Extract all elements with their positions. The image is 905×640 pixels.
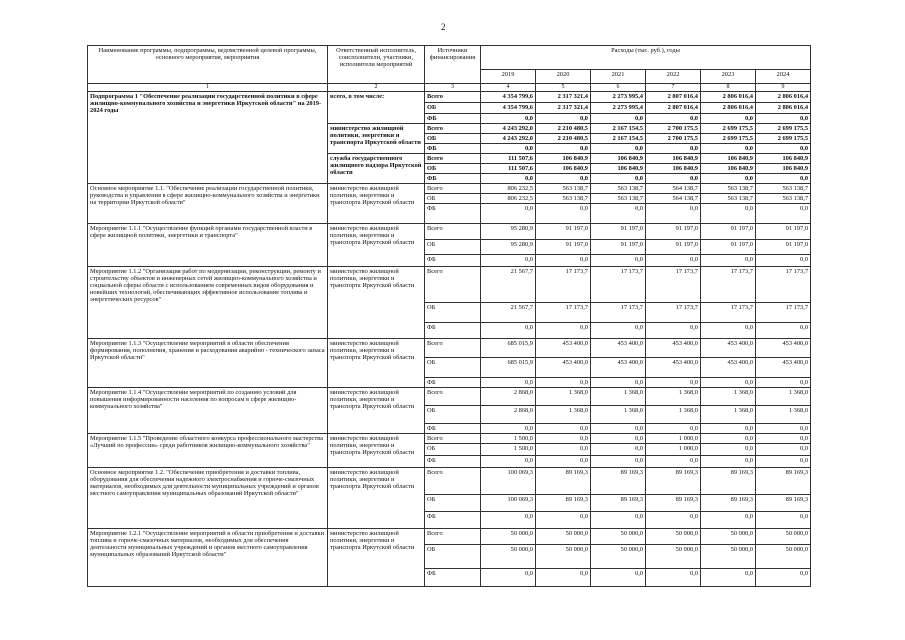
amount-cell: 106 840,9 bbox=[701, 164, 756, 174]
budget-table bbox=[87, 45, 811, 587]
amount-cell: 0,0 bbox=[591, 114, 646, 124]
amount-cell: 50 000,0 bbox=[591, 545, 646, 569]
table-row bbox=[88, 224, 811, 240]
amount-cell: 91 197,0 bbox=[756, 240, 811, 255]
amount-cell: 91 197,0 bbox=[536, 224, 591, 240]
source-cell: ФБ bbox=[425, 456, 481, 468]
amount-cell: 50 000,0 bbox=[756, 545, 811, 569]
amount-cell: 1 000,0 bbox=[646, 444, 701, 456]
amount-cell: 453 400,0 bbox=[591, 339, 646, 358]
program-name-cell: Основное мероприятие 1.2. "Обеспечение приобретения и доставки топлива, оборудования для обеспечения надежного электроснабжения и горюче-смазочных материалов, необходимых для деятельности муниципальных учреждений и органов местного самоуправления муниципальных образований Иркутской области" bbox=[88, 468, 328, 529]
amount-cell: 106 840,9 bbox=[646, 154, 701, 164]
amount-cell: 2 699 175,5 bbox=[756, 124, 811, 134]
amount-cell: 2 699 175,5 bbox=[701, 134, 756, 144]
amount-cell: 0,0 bbox=[701, 323, 756, 339]
amount-cell: 563 138,7 bbox=[591, 184, 646, 194]
executor-cell: министерство жилищной политики, энергетики и транспорта Иркутской области bbox=[328, 267, 425, 339]
amount-cell: 0,0 bbox=[481, 569, 536, 587]
amount-cell: 563 138,7 bbox=[756, 184, 811, 194]
source-cell: ОБ bbox=[425, 444, 481, 456]
source-cell: ОБ bbox=[425, 358, 481, 378]
amount-cell: 17 173,7 bbox=[646, 267, 701, 303]
amount-cell: 0,0 bbox=[701, 204, 756, 224]
amount-cell: 0,0 bbox=[536, 444, 591, 456]
amount-cell: 0,0 bbox=[646, 424, 701, 434]
amount-cell: 563 138,7 bbox=[701, 194, 756, 204]
program-name-cell: Мероприятие 1.1.2 "Организация работ по модернизации, реконструкции, ремонту и строительству объектов и инженерных сетей жилищно-коммунального хозяйства и социальной сферы области с использованием современных видов оборудования и новейших технологий, обеспечивающих эффективное использование топлива и энергетических ресурсов" bbox=[88, 267, 328, 339]
amount-cell: 50 000,0 bbox=[756, 529, 811, 545]
amount-cell: 50 000,0 bbox=[536, 545, 591, 569]
amount-cell: 50 000,0 bbox=[481, 529, 536, 545]
amount-cell: 2 699 175,5 bbox=[701, 124, 756, 134]
amount-cell: 0,0 bbox=[701, 512, 756, 529]
column-number: 5 bbox=[536, 84, 591, 92]
program-name-cell: Мероприятие 1.2.1 "Осуществление мероприятий в области приобретения и доставки топлива и горюче-смазочных материалов, необходимых для обеспечения деятельности муниципальных учреждений и органов местного самоуправления муниципальных образований Иркутской области" bbox=[88, 529, 328, 587]
amount-cell: 21 567,7 bbox=[481, 267, 536, 303]
source-cell: Всего bbox=[425, 468, 481, 495]
amount-cell: 2 807 016,4 bbox=[646, 103, 701, 114]
amount-cell: 111 507,6 bbox=[481, 164, 536, 174]
program-name-cell: Основное мероприятие 1.1. "Обеспечение реализации государственной политики, руководства и управления в сфере жилищно-коммунального хозяйства и энергетики на территории Иркутской области" bbox=[88, 184, 328, 224]
amount-cell: 0,0 bbox=[481, 255, 536, 267]
amount-cell: 17 173,7 bbox=[646, 303, 701, 323]
amount-cell: 1 368,0 bbox=[701, 388, 756, 406]
amount-cell: 0,0 bbox=[536, 174, 591, 184]
amount-cell: 0,0 bbox=[591, 569, 646, 587]
amount-cell: 91 197,0 bbox=[701, 240, 756, 255]
page-number: 2 bbox=[441, 22, 446, 32]
amount-cell: 2 699 175,5 bbox=[756, 134, 811, 144]
amount-cell: 106 840,9 bbox=[536, 164, 591, 174]
column-number: 3 bbox=[425, 84, 481, 92]
amount-cell: 0,0 bbox=[536, 424, 591, 434]
amount-cell: 17 173,7 bbox=[756, 267, 811, 303]
amount-cell: 453 400,0 bbox=[756, 339, 811, 358]
amount-cell: 806 232,5 bbox=[481, 184, 536, 194]
source-cell: Всего bbox=[425, 434, 481, 444]
amount-cell: 89 169,3 bbox=[756, 495, 811, 512]
amount-cell: 2 868,0 bbox=[481, 406, 536, 424]
amount-cell: 1 500,0 bbox=[481, 434, 536, 444]
column-number: 6 bbox=[591, 84, 646, 92]
amount-cell: 0,0 bbox=[646, 378, 701, 388]
amount-cell: 0,0 bbox=[536, 456, 591, 468]
amount-cell: 563 138,7 bbox=[701, 184, 756, 194]
amount-cell: 453 400,0 bbox=[756, 358, 811, 378]
amount-cell: 453 400,0 bbox=[646, 358, 701, 378]
amount-cell: 89 169,3 bbox=[646, 495, 701, 512]
amount-cell: 100 069,3 bbox=[481, 468, 536, 495]
header-year: 2024 bbox=[756, 70, 811, 84]
amount-cell: 17 173,7 bbox=[591, 303, 646, 323]
amount-cell: 0,0 bbox=[756, 174, 811, 184]
amount-cell: 17 173,7 bbox=[701, 267, 756, 303]
amount-cell: 4 354 799,6 bbox=[481, 103, 536, 114]
amount-cell: 1 500,0 bbox=[481, 444, 536, 456]
source-cell: Всего bbox=[425, 154, 481, 164]
amount-cell: 0,0 bbox=[756, 512, 811, 529]
amount-cell: 0,0 bbox=[591, 512, 646, 529]
source-cell: ОБ bbox=[425, 164, 481, 174]
source-cell: ОБ bbox=[425, 406, 481, 424]
amount-cell: 0,0 bbox=[701, 434, 756, 444]
source-cell: ФБ bbox=[425, 569, 481, 587]
amount-cell: 0,0 bbox=[481, 323, 536, 339]
amount-cell: 91 197,0 bbox=[646, 224, 701, 240]
amount-cell: 1 368,0 bbox=[591, 388, 646, 406]
amount-cell: 2 700 175,5 bbox=[646, 134, 701, 144]
amount-cell: 1 368,0 bbox=[756, 406, 811, 424]
amount-cell: 106 840,9 bbox=[591, 164, 646, 174]
executor-cell: министерство жилищной политики, энергетики и транспорта Иркутской области bbox=[328, 339, 425, 388]
amount-cell: 111 507,6 bbox=[481, 154, 536, 164]
amount-cell: 1 368,0 bbox=[646, 406, 701, 424]
amount-cell: 0,0 bbox=[536, 255, 591, 267]
source-cell: Всего bbox=[425, 124, 481, 134]
amount-cell: 563 138,7 bbox=[756, 194, 811, 204]
amount-cell: 563 138,7 bbox=[536, 194, 591, 204]
amount-cell: 0,0 bbox=[701, 424, 756, 434]
header-expenses: Расходы (тыс. руб.), годы bbox=[481, 46, 811, 70]
amount-cell: 95 280,9 bbox=[481, 224, 536, 240]
amount-cell: 0,0 bbox=[646, 569, 701, 587]
amount-cell: 0,0 bbox=[481, 174, 536, 184]
amount-cell: 17 173,7 bbox=[536, 267, 591, 303]
amount-cell: 0,0 bbox=[756, 444, 811, 456]
amount-cell: 1 000,0 bbox=[646, 434, 701, 444]
table-row bbox=[88, 92, 811, 103]
amount-cell: 0,0 bbox=[536, 569, 591, 587]
header-year: 2022 bbox=[646, 70, 701, 84]
amount-cell: 0,0 bbox=[701, 444, 756, 456]
amount-cell: 0,0 bbox=[646, 144, 701, 154]
amount-cell: 564 138,7 bbox=[646, 194, 701, 204]
amount-cell: 0,0 bbox=[756, 114, 811, 124]
amount-cell: 50 000,0 bbox=[481, 545, 536, 569]
amount-cell: 100 069,3 bbox=[481, 495, 536, 512]
executor-cell: всего, в том числе: bbox=[328, 92, 425, 124]
amount-cell: 1 368,0 bbox=[756, 388, 811, 406]
source-cell: Всего bbox=[425, 92, 481, 103]
executor-cell: служба государственного жилищного надзора Иркутской области bbox=[328, 154, 425, 184]
amount-cell: 0,0 bbox=[756, 204, 811, 224]
amount-cell: 17 173,7 bbox=[756, 303, 811, 323]
executor-cell: министерство жилищной политики, энергетики и транспорта Иркутской области bbox=[328, 224, 425, 267]
source-cell: Всего bbox=[425, 224, 481, 240]
amount-cell: 0,0 bbox=[646, 323, 701, 339]
amount-cell: 0,0 bbox=[646, 114, 701, 124]
amount-cell: 91 197,0 bbox=[756, 224, 811, 240]
amount-cell: 17 173,7 bbox=[536, 303, 591, 323]
amount-cell: 0,0 bbox=[756, 144, 811, 154]
column-number: 9 bbox=[756, 84, 811, 92]
table-row bbox=[88, 184, 811, 194]
amount-cell: 4 354 799,6 bbox=[481, 92, 536, 103]
amount-cell: 0,0 bbox=[591, 424, 646, 434]
amount-cell: 89 169,3 bbox=[701, 495, 756, 512]
source-cell: ФБ bbox=[425, 323, 481, 339]
amount-cell: 0,0 bbox=[756, 323, 811, 339]
amount-cell: 0,0 bbox=[646, 255, 701, 267]
table-row bbox=[88, 388, 811, 406]
amount-cell: 2 167 154,5 bbox=[591, 124, 646, 134]
amount-cell: 106 840,9 bbox=[701, 154, 756, 164]
source-cell: ФБ bbox=[425, 378, 481, 388]
amount-cell: 564 138,7 bbox=[646, 184, 701, 194]
amount-cell: 0,0 bbox=[591, 323, 646, 339]
column-number: 4 bbox=[481, 84, 536, 92]
amount-cell: 453 400,0 bbox=[536, 358, 591, 378]
amount-cell: 2 806 016,4 bbox=[701, 92, 756, 103]
amount-cell: 2 868,0 bbox=[481, 388, 536, 406]
header-responsible: Ответственный исполнитель, соисполнители, участники, исполнители мероприятий bbox=[328, 46, 425, 84]
amount-cell: 1 368,0 bbox=[701, 406, 756, 424]
amount-cell: 0,0 bbox=[591, 456, 646, 468]
executor-cell: министерство жилищной политики, энергетики и транспорта Иркутской области bbox=[328, 388, 425, 434]
amount-cell: 0,0 bbox=[591, 255, 646, 267]
source-cell: Всего bbox=[425, 388, 481, 406]
source-cell: ФБ bbox=[425, 144, 481, 154]
amount-cell: 0,0 bbox=[701, 378, 756, 388]
source-cell: ОБ bbox=[425, 194, 481, 204]
amount-cell: 2 317 321,4 bbox=[536, 103, 591, 114]
amount-cell: 17 173,7 bbox=[591, 267, 646, 303]
source-cell: Всего bbox=[425, 529, 481, 545]
header-year: 2020 bbox=[536, 70, 591, 84]
source-cell: ФБ bbox=[425, 512, 481, 529]
amount-cell: 2 273 995,4 bbox=[591, 103, 646, 114]
amount-cell: 89 169,3 bbox=[646, 468, 701, 495]
amount-cell: 0,0 bbox=[646, 174, 701, 184]
source-cell: ФБ bbox=[425, 204, 481, 224]
amount-cell: 0,0 bbox=[756, 255, 811, 267]
amount-cell: 21 567,7 bbox=[481, 303, 536, 323]
amount-cell: 0,0 bbox=[536, 434, 591, 444]
amount-cell: 91 197,0 bbox=[701, 224, 756, 240]
executor-cell: министерство жилищной политики, энергетики и транспорта Иркутской области bbox=[328, 468, 425, 529]
source-cell: ФБ bbox=[425, 255, 481, 267]
amount-cell: 0,0 bbox=[756, 378, 811, 388]
amount-cell: 0,0 bbox=[481, 378, 536, 388]
amount-cell: 0,0 bbox=[591, 444, 646, 456]
source-cell: ОБ bbox=[425, 134, 481, 144]
amount-cell: 2 806 016,4 bbox=[756, 92, 811, 103]
amount-cell: 91 197,0 bbox=[591, 224, 646, 240]
amount-cell: 2 317 321,4 bbox=[536, 92, 591, 103]
amount-cell: 453 400,0 bbox=[536, 339, 591, 358]
amount-cell: 106 840,9 bbox=[756, 164, 811, 174]
amount-cell: 106 840,9 bbox=[536, 154, 591, 164]
amount-cell: 89 169,3 bbox=[536, 495, 591, 512]
amount-cell: 2 273 995,4 bbox=[591, 92, 646, 103]
executor-cell: министерство жилищной политики, энергетики и транспорта Иркутской области bbox=[328, 124, 425, 154]
amount-cell: 50 000,0 bbox=[646, 529, 701, 545]
amount-cell: 0,0 bbox=[701, 569, 756, 587]
source-cell: ФБ bbox=[425, 424, 481, 434]
table-row bbox=[88, 434, 811, 444]
amount-cell: 453 400,0 bbox=[701, 358, 756, 378]
source-cell: ОБ bbox=[425, 303, 481, 323]
amount-cell: 50 000,0 bbox=[591, 529, 646, 545]
amount-cell: 0,0 bbox=[591, 378, 646, 388]
amount-cell: 91 197,0 bbox=[536, 240, 591, 255]
program-name-cell: Мероприятие 1.1.3 "Осуществление мероприятий в области обеспечения формирования, пополнения, хранения и расходования аварийно - технического запаса Иркутской области" bbox=[88, 339, 328, 388]
amount-cell: 0,0 bbox=[536, 378, 591, 388]
amount-cell: 95 280,9 bbox=[481, 240, 536, 255]
amount-cell: 0,0 bbox=[646, 456, 701, 468]
header-program: Наименование программы, подпрограммы, ведомственной целевой программы, основного мероприятия, мероприятия bbox=[88, 46, 328, 84]
amount-cell: 563 138,7 bbox=[536, 184, 591, 194]
source-cell: Всего bbox=[425, 267, 481, 303]
amount-cell: 106 840,9 bbox=[646, 164, 701, 174]
amount-cell: 4 243 292,0 bbox=[481, 124, 536, 134]
amount-cell: 453 400,0 bbox=[591, 358, 646, 378]
program-name-cell: Мероприятие 1.1.1 "Осуществление функций органами государственной власти в сфере жилищной политики, энергетики и транспорта" bbox=[88, 224, 328, 267]
header-year: 2023 bbox=[701, 70, 756, 84]
amount-cell: 0,0 bbox=[646, 204, 701, 224]
amount-cell: 0,0 bbox=[481, 114, 536, 124]
amount-cell: 50 000,0 bbox=[536, 529, 591, 545]
amount-cell: 50 000,0 bbox=[646, 545, 701, 569]
program-name-cell: Подпрограмма 1 "Обеспечение реализации государственной политики в сфере жилищно-коммунального хозяйства и энергетики Иркутской области" на 2019-2024 годы bbox=[88, 92, 328, 184]
amount-cell: 2 806 016,4 bbox=[701, 103, 756, 114]
amount-cell: 89 169,3 bbox=[591, 495, 646, 512]
amount-cell: 0,0 bbox=[701, 174, 756, 184]
amount-cell: 0,0 bbox=[536, 144, 591, 154]
source-cell: Всего bbox=[425, 339, 481, 358]
amount-cell: 685 015,9 bbox=[481, 358, 536, 378]
amount-cell: 106 840,9 bbox=[756, 154, 811, 164]
amount-cell: 0,0 bbox=[756, 434, 811, 444]
amount-cell: 89 169,3 bbox=[756, 468, 811, 495]
column-number: 1 bbox=[88, 84, 328, 92]
source-cell: ФБ bbox=[425, 114, 481, 124]
amount-cell: 0,0 bbox=[701, 456, 756, 468]
amount-cell: 50 000,0 bbox=[701, 529, 756, 545]
amount-cell: 91 197,0 bbox=[646, 240, 701, 255]
amount-cell: 0,0 bbox=[481, 424, 536, 434]
source-cell: Всего bbox=[425, 184, 481, 194]
amount-cell: 0,0 bbox=[536, 323, 591, 339]
amount-cell: 89 169,3 bbox=[536, 468, 591, 495]
amount-cell: 0,0 bbox=[591, 204, 646, 224]
amount-cell: 0,0 bbox=[591, 144, 646, 154]
header-year: 2021 bbox=[591, 70, 646, 84]
amount-cell: 0,0 bbox=[481, 456, 536, 468]
amount-cell: 563 138,7 bbox=[591, 194, 646, 204]
amount-cell: 4 243 292,0 bbox=[481, 134, 536, 144]
amount-cell: 0,0 bbox=[591, 434, 646, 444]
column-number: 2 bbox=[328, 84, 425, 92]
amount-cell: 2 210 480,5 bbox=[536, 124, 591, 134]
amount-cell: 0,0 bbox=[536, 512, 591, 529]
amount-cell: 89 169,3 bbox=[591, 468, 646, 495]
amount-cell: 17 173,7 bbox=[701, 303, 756, 323]
source-cell: ОБ bbox=[425, 103, 481, 114]
amount-cell: 2 806 016,4 bbox=[756, 103, 811, 114]
amount-cell: 0,0 bbox=[591, 174, 646, 184]
amount-cell: 1 368,0 bbox=[536, 388, 591, 406]
amount-cell: 89 169,3 bbox=[701, 468, 756, 495]
source-cell: ОБ bbox=[425, 240, 481, 255]
amount-cell: 685 015,9 bbox=[481, 339, 536, 358]
table-row bbox=[88, 339, 811, 358]
amount-cell: 0,0 bbox=[481, 512, 536, 529]
amount-cell: 0,0 bbox=[756, 569, 811, 587]
executor-cell: министерство жилищной политики, энергетики и транспорта Иркутской области bbox=[328, 184, 425, 224]
source-cell: ФБ bbox=[425, 174, 481, 184]
amount-cell: 806 232,5 bbox=[481, 194, 536, 204]
column-number: 7 bbox=[646, 84, 701, 92]
amount-cell: 0,0 bbox=[481, 144, 536, 154]
amount-cell: 0,0 bbox=[756, 456, 811, 468]
amount-cell: 0,0 bbox=[701, 114, 756, 124]
amount-cell: 106 840,9 bbox=[591, 154, 646, 164]
executor-cell: министерство жилищной политики, энергетики и транспорта Иркутской области bbox=[328, 529, 425, 587]
source-cell: ОБ bbox=[425, 545, 481, 569]
table-row bbox=[88, 529, 811, 545]
amount-cell: 2 167 154,5 bbox=[591, 134, 646, 144]
amount-cell: 1 368,0 bbox=[646, 388, 701, 406]
amount-cell: 0,0 bbox=[536, 204, 591, 224]
amount-cell: 2 210 480,5 bbox=[536, 134, 591, 144]
program-name-cell: Мероприятие 1.1.4 "Осуществление мероприятий по созданию условий для повышения информированности населения по вопросам в сфере жилищно-коммунального хозяйства" bbox=[88, 388, 328, 434]
column-number: 8 bbox=[701, 84, 756, 92]
table-row bbox=[88, 468, 811, 495]
source-cell: ОБ bbox=[425, 495, 481, 512]
amount-cell: 0,0 bbox=[646, 512, 701, 529]
amount-cell: 453 400,0 bbox=[701, 339, 756, 358]
amount-cell: 1 368,0 bbox=[536, 406, 591, 424]
amount-cell: 0,0 bbox=[701, 144, 756, 154]
amount-cell: 0,0 bbox=[701, 255, 756, 267]
amount-cell: 2 700 175,5 bbox=[646, 124, 701, 134]
executor-cell: министерство жилищной политики, энергетики и транспорта Иркутской области bbox=[328, 434, 425, 468]
table-row bbox=[88, 267, 811, 303]
header-sources: Источники финансирования bbox=[425, 46, 481, 84]
header-year: 2019 bbox=[481, 70, 536, 84]
amount-cell: 91 197,0 bbox=[591, 240, 646, 255]
amount-cell: 50 000,0 bbox=[701, 545, 756, 569]
amount-cell: 2 807 016,4 bbox=[646, 92, 701, 103]
amount-cell: 0,0 bbox=[756, 424, 811, 434]
amount-cell: 1 368,0 bbox=[591, 406, 646, 424]
program-name-cell: Мероприятие 1.1.5 "Проведение областного конкурса профессионального мастерства «Лучший по профессии» среди работников жилищно-коммунального хозяйства" bbox=[88, 434, 328, 468]
amount-cell: 0,0 bbox=[536, 114, 591, 124]
amount-cell: 453 400,0 bbox=[646, 339, 701, 358]
amount-cell: 0,0 bbox=[481, 204, 536, 224]
